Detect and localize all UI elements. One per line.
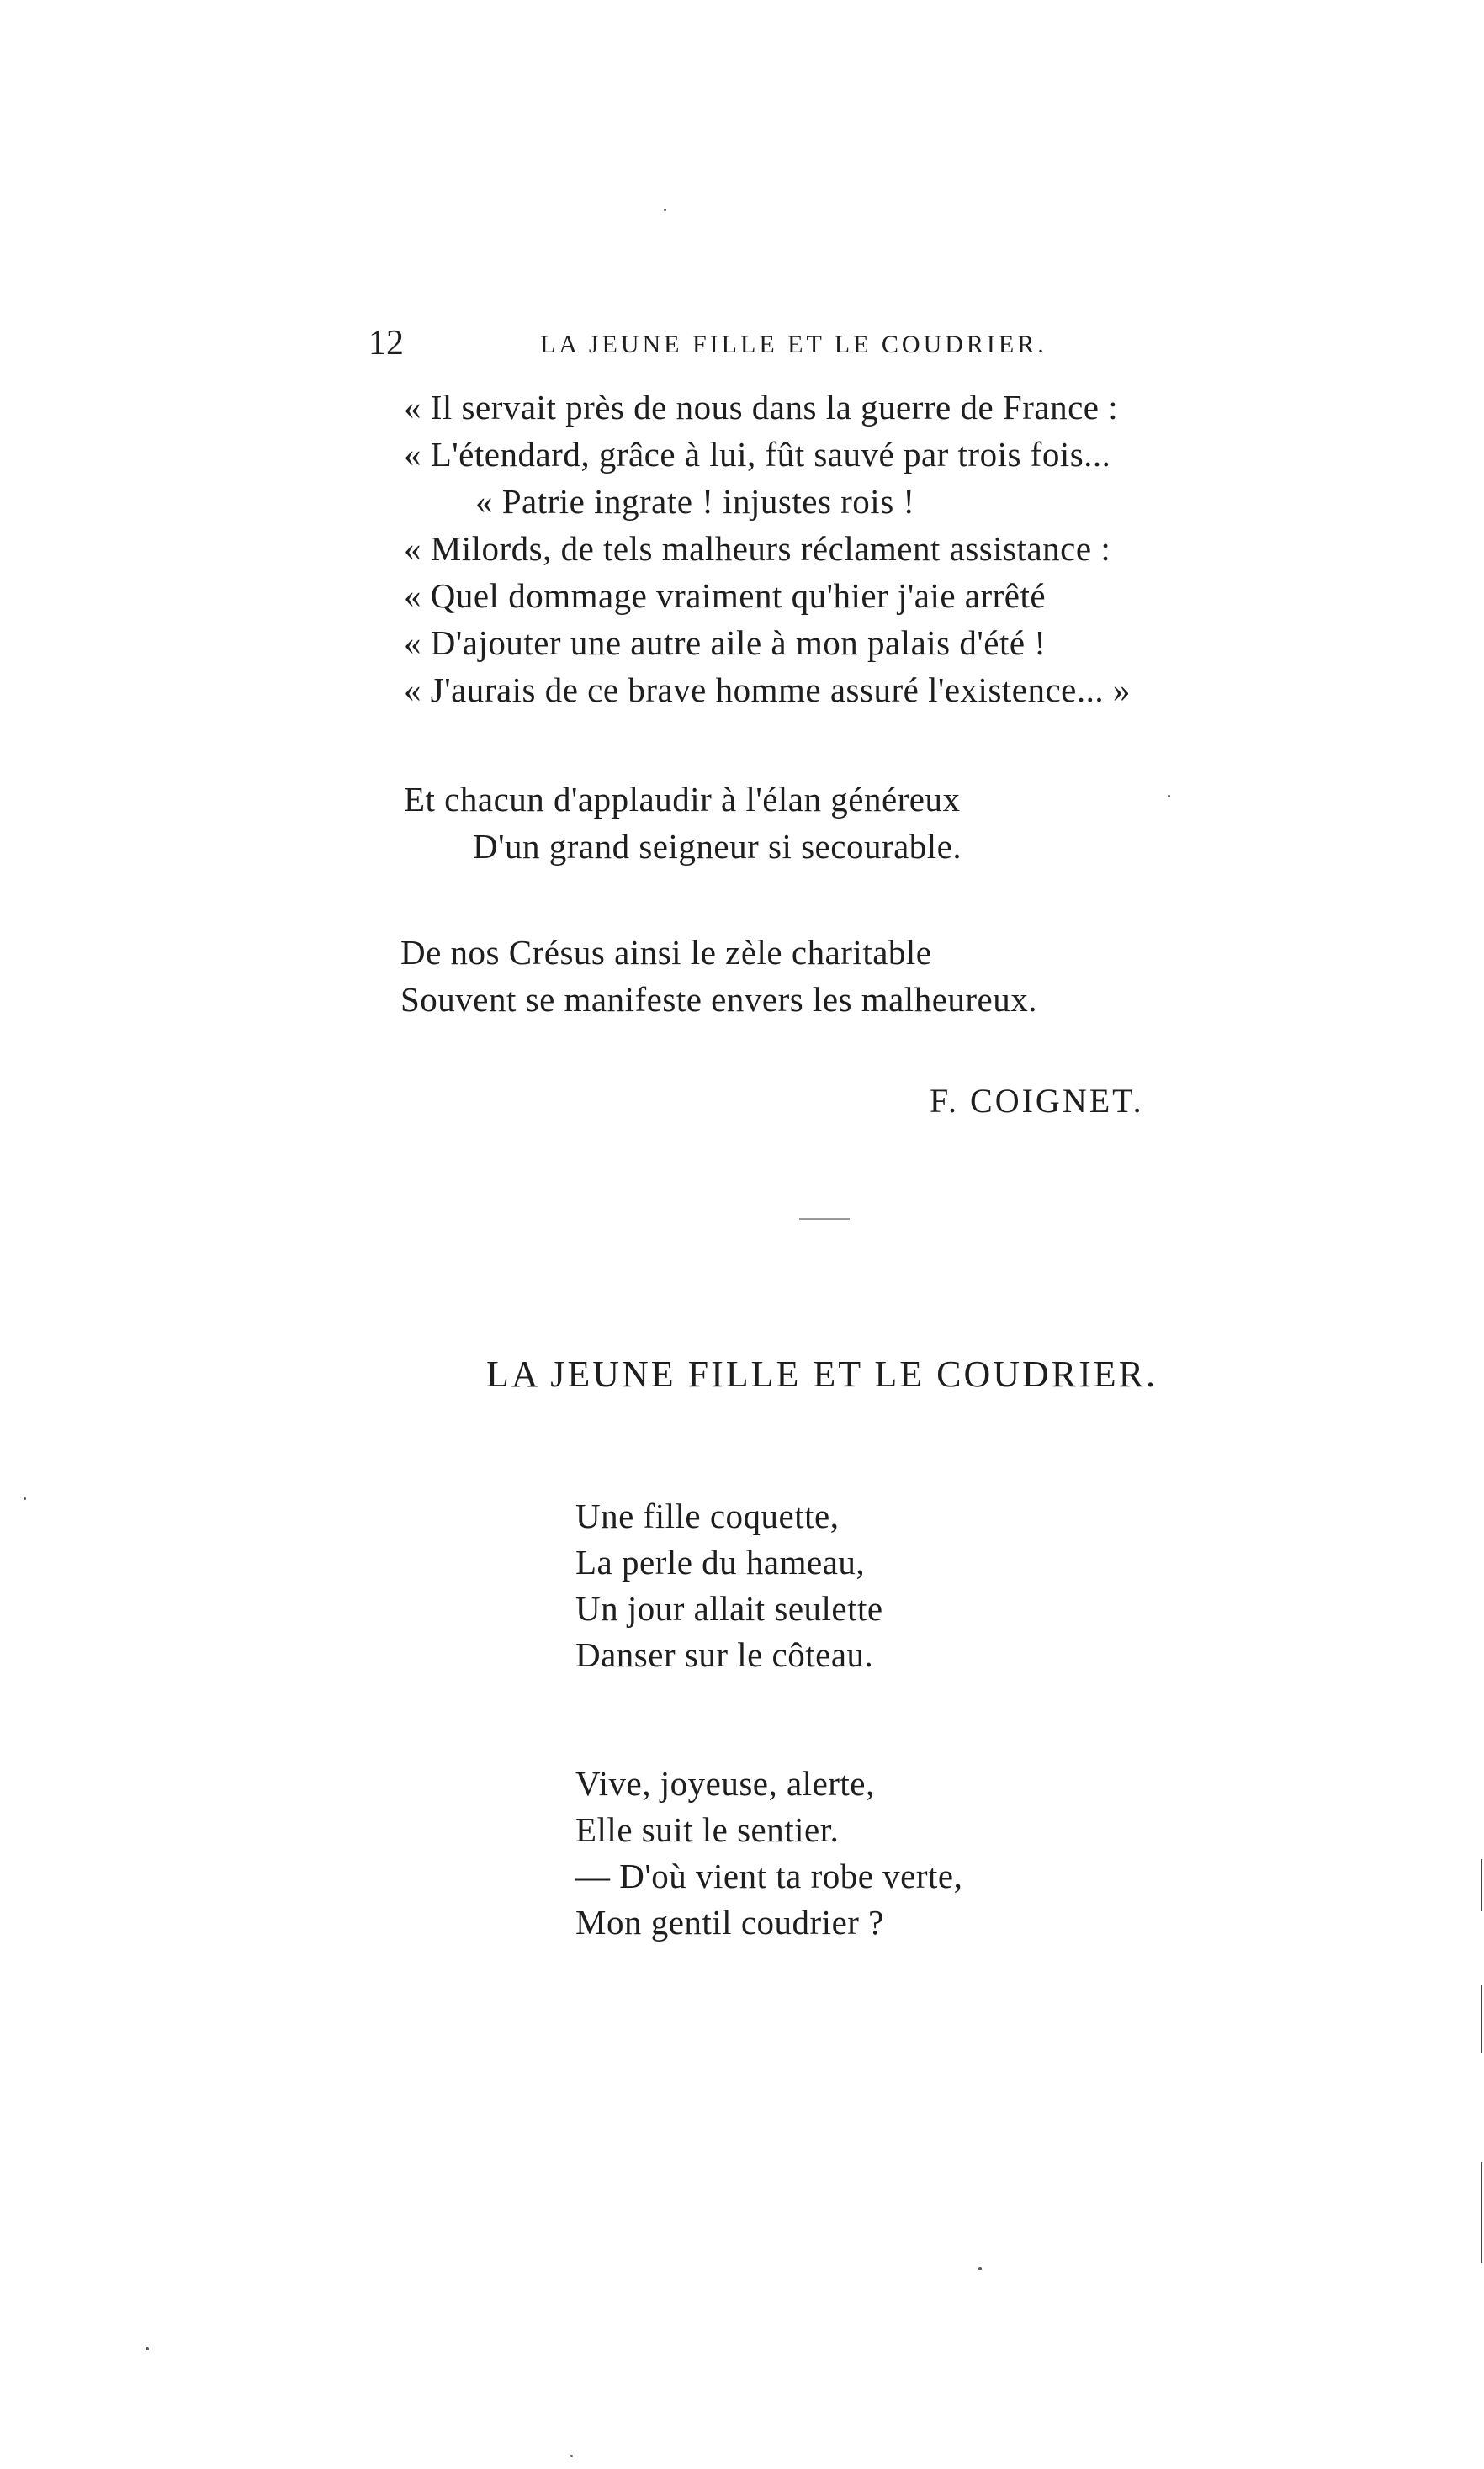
verse-line: Vive, joyeuse, alerte, [575, 1764, 875, 1803]
verse-line: « Patrie ingrate ! injustes rois ! [475, 482, 915, 521]
verse-line: Une fille coquette, [575, 1497, 840, 1535]
scan-edge-mark [1481, 1985, 1482, 2053]
verse-line: Elle suit le sentier. [575, 1810, 840, 1849]
section-divider [799, 1218, 850, 1220]
verse-line: « L'étendard, grâce à lui, fût sauvé par trois fois... [404, 435, 1111, 474]
verse-line: « J'aurais de ce brave homme assuré l'existence... » [404, 670, 1131, 709]
scan-speck [146, 2347, 149, 2350]
verse-line: Souvent se manifeste envers les malheureux. [400, 980, 1037, 1019]
poem-title: LA JEUNE FILLE ET LE COUDRIER. [486, 1354, 1158, 1395]
verse-line: De nos Crésus ainsi le zèle charitable [400, 933, 932, 972]
scan-speck [570, 2455, 573, 2457]
verse-line: « Milords, de tels malheurs réclament assistance : [404, 529, 1111, 568]
verse-line: Danser sur le côteau. [575, 1635, 874, 1674]
verse-line: Un jour allait seulette [575, 1589, 883, 1628]
verse-line: « Il servait près de nous dans la guerre de France : [404, 388, 1119, 427]
scan-speck [24, 1497, 26, 1500]
verse-line: Et chacun d'applaudir à l'élan généreux [404, 780, 961, 819]
verse-line: — D'où vient ta robe verte, [575, 1857, 963, 1895]
scan-speck [664, 209, 666, 211]
verse-line: D'un grand seigneur si secourable. [473, 827, 962, 866]
scan-edge-mark [1481, 1859, 1482, 1911]
running-title: LA JEUNE FILLE ET LE COUDRIER. [540, 331, 1047, 358]
scan-speck [1168, 795, 1170, 797]
scan-speck [978, 2267, 982, 2270]
author-signature: F. COIGNET. [930, 1082, 1144, 1120]
scan-edge-mark [1481, 2162, 1482, 2263]
verse-line: Mon gentil coudrier ? [575, 1903, 884, 1942]
verse-line: La perle du hameau, [575, 1543, 866, 1582]
verse-line: « Quel dommage vraiment qu'hier j'aie arrêté [404, 576, 1047, 615]
verse-line: « D'ajouter une autre aile à mon palais d'été ! [404, 623, 1047, 662]
page-number: 12 [368, 324, 404, 363]
